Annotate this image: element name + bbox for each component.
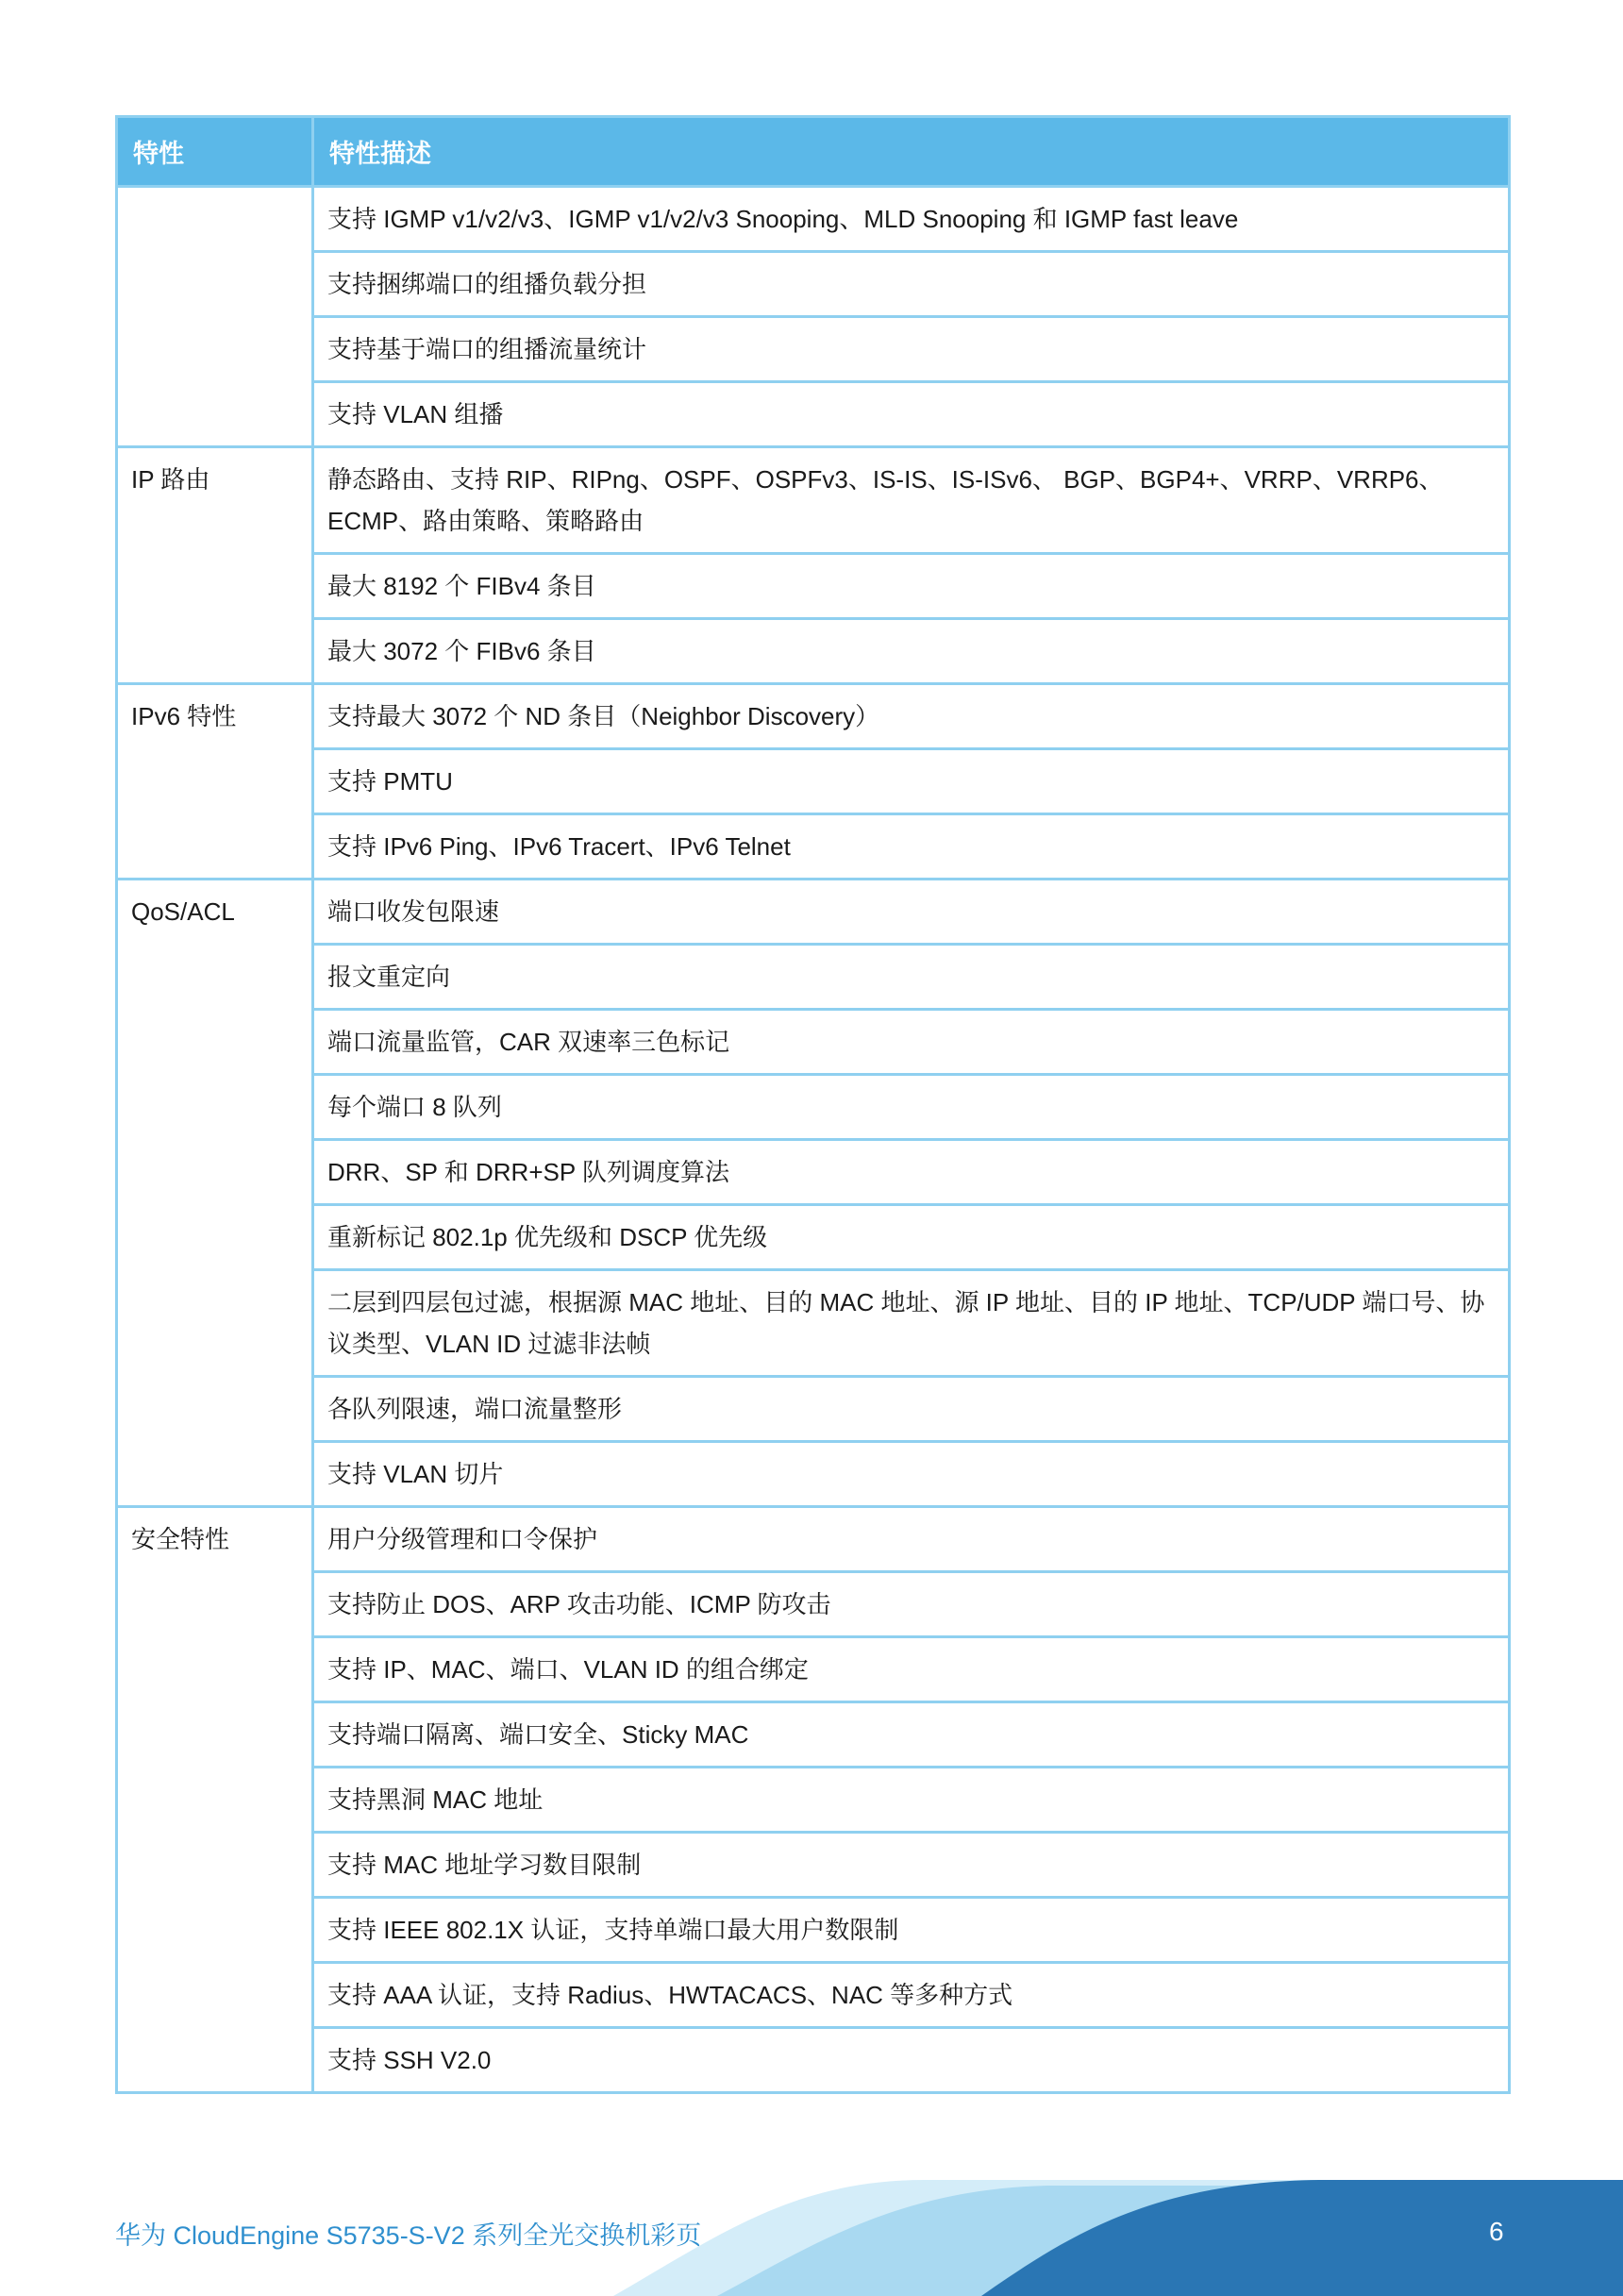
table-row — [117, 619, 1510, 684]
feature-description-cell: 最大 8192 个 FIBv4 条目 — [313, 554, 1510, 619]
feature-description-cell: 报文重定向 — [313, 945, 1510, 1010]
feature-category-cell: IP 路由 — [117, 447, 313, 684]
header-description: 特性描述 — [313, 117, 1510, 187]
table-row — [117, 382, 1510, 447]
table-row — [117, 1507, 1510, 1572]
table-row — [117, 1140, 1510, 1205]
feature-description-cell: 支持 PMTU — [313, 749, 1510, 814]
feature-description-cell: 二层到四层包过滤，根据源 MAC 地址、目的 MAC 地址、源 IP 地址、目的 IP 地址、TCP/UDP 端口号、协议类型、VLAN ID 过滤非法帧 — [313, 1270, 1510, 1377]
table-row — [117, 749, 1510, 814]
feature-description-cell: 用户分级管理和口令保护 — [313, 1507, 1510, 1572]
table-row — [117, 945, 1510, 1010]
table-row — [117, 317, 1510, 382]
page-number: 6 — [1489, 2217, 1504, 2246]
table-row — [117, 1963, 1510, 2028]
feature-description-cell: 支持 IEEE 802.1X 认证，支持单端口最大用户数限制 — [313, 1898, 1510, 1963]
table-row — [117, 1010, 1510, 1075]
footer-title: 华为 CloudEngine S5735-S-V2 系列全光交换机彩页 — [115, 2221, 702, 2250]
table-row — [117, 1270, 1510, 1377]
table-row — [117, 187, 1510, 252]
feature-description-cell: DRR、SP 和 DRR+SP 队列调度算法 — [313, 1140, 1510, 1205]
header-feature: 特性 — [117, 117, 313, 187]
feature-description-cell: 重新标记 802.1p 优先级和 DSCP 优先级 — [313, 1205, 1510, 1270]
table-header-row — [117, 117, 1510, 187]
table-row — [117, 1205, 1510, 1270]
spec-table — [115, 115, 1511, 2094]
table-row — [117, 252, 1510, 317]
feature-description-cell: 端口收发包限速 — [313, 880, 1510, 945]
table-row — [117, 1377, 1510, 1442]
feature-description-cell: 端口流量监管，CAR 双速率三色标记 — [313, 1010, 1510, 1075]
feature-description-cell: 支持黑洞 MAC 地址 — [313, 1768, 1510, 1833]
feature-description-cell: 支持 IGMP v1/v2/v3、IGMP v1/v2/v3 Snooping、MLD Snooping 和 IGMP fast leave — [313, 187, 1510, 252]
feature-description-cell: 支持 AAA 认证，支持 Radius、HWTACACS、NAC 等多种方式 — [313, 1963, 1510, 2028]
feature-description-cell: 各队列限速，端口流量整形 — [313, 1377, 1510, 1442]
feature-description-cell: 支持最大 3072 个 ND 条目（Neighbor Discovery） — [313, 684, 1510, 749]
feature-description-cell: 支持 IP、MAC、端口、VLAN ID 的组合绑定 — [313, 1637, 1510, 1702]
table-row — [117, 1637, 1510, 1702]
feature-description-cell: 支持防止 DOS、ARP 攻击功能、ICMP 防攻击 — [313, 1572, 1510, 1637]
feature-description-cell: 支持捆绑端口的组播负载分担 — [313, 252, 1510, 317]
table-row — [117, 2028, 1510, 2093]
feature-description-cell: 支持 SSH V2.0 — [313, 2028, 1510, 2093]
feature-description-cell: 支持 MAC 地址学习数目限制 — [313, 1833, 1510, 1898]
table-row — [117, 1572, 1510, 1637]
feature-category-cell: 安全特性 — [117, 1507, 313, 2093]
table-row — [117, 1898, 1510, 1963]
feature-description-cell: 支持 IPv6 Ping、IPv6 Tracert、IPv6 Telnet — [313, 814, 1510, 880]
table-row — [117, 814, 1510, 880]
table-row — [117, 1833, 1510, 1898]
feature-description-cell: 每个端口 8 队列 — [313, 1075, 1510, 1140]
feature-category-cell: QoS/ACL — [117, 880, 313, 1507]
table-row — [117, 880, 1510, 945]
feature-description-cell: 支持基于端口的组播流量统计 — [313, 317, 1510, 382]
feature-category-cell: IPv6 特性 — [117, 684, 313, 880]
feature-description-cell: 最大 3072 个 FIBv6 条目 — [313, 619, 1510, 684]
table-row — [117, 1702, 1510, 1768]
feature-description-cell: 支持端口隔离、端口安全、Sticky MAC — [313, 1702, 1510, 1768]
table-body — [117, 187, 1510, 2093]
table-row — [117, 684, 1510, 749]
table-row — [117, 554, 1510, 619]
feature-description-cell: 支持 VLAN 组播 — [313, 382, 1510, 447]
table-row — [117, 1075, 1510, 1140]
table-row — [117, 1768, 1510, 1833]
feature-description-cell: 静态路由、支持 RIP、RIPng、OSPF、OSPFv3、IS-IS、IS-ISv6、 BGP、BGP4+、VRRP、VRRP6、ECMP、路由策略、策略路由 — [313, 447, 1510, 554]
feature-description-cell: 支持 VLAN 切片 — [313, 1442, 1510, 1507]
table-row — [117, 1442, 1510, 1507]
table-row — [117, 447, 1510, 554]
feature-category-cell — [117, 187, 313, 447]
